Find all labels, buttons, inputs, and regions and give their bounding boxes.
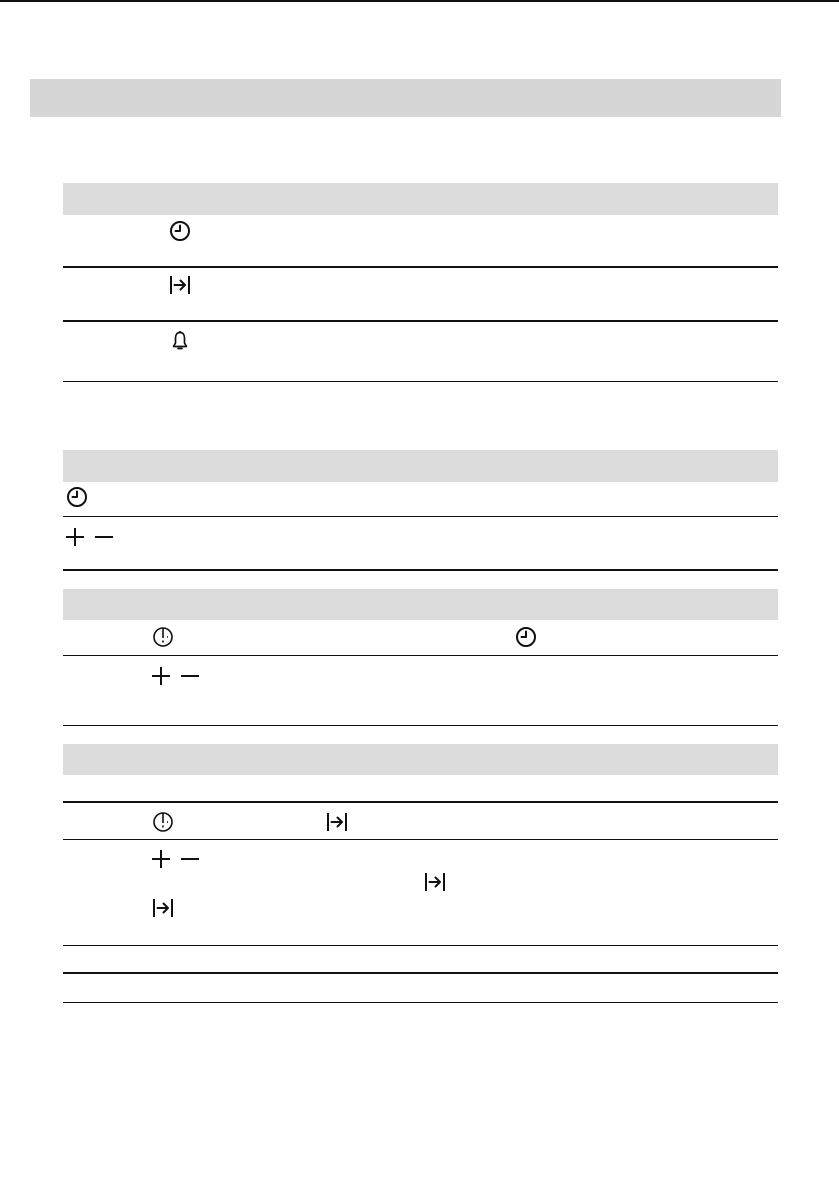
row-divider — [63, 801, 778, 803]
table-header-band — [63, 450, 778, 482]
page-header-band — [30, 79, 781, 117]
end-time-icon — [168, 273, 192, 297]
clock-icon — [65, 485, 89, 509]
clock-icon — [168, 219, 192, 243]
end-time-icon — [423, 870, 447, 894]
plus-minus-icon — [151, 847, 201, 871]
row-divider — [63, 972, 778, 974]
row-divider — [63, 516, 778, 517]
table-header-band — [63, 744, 778, 775]
end-time-icon — [151, 896, 175, 920]
row-divider — [63, 839, 778, 840]
bell-icon — [168, 329, 192, 353]
row-divider — [63, 381, 778, 382]
row-divider — [63, 1002, 778, 1003]
row-divider — [63, 945, 778, 946]
plus-minus-icon — [65, 525, 115, 549]
clock-icon — [514, 625, 538, 649]
clock-off-icon — [151, 810, 175, 834]
end-time-icon — [325, 810, 349, 834]
plus-minus-icon — [151, 664, 201, 688]
table-header-band — [63, 589, 778, 620]
row-divider — [63, 655, 778, 656]
row-divider — [63, 725, 778, 726]
table-header-band — [63, 183, 778, 215]
row-divider — [63, 320, 778, 322]
row-divider — [63, 569, 778, 571]
top-rule — [0, 0, 839, 2]
clock-off-icon — [151, 625, 175, 649]
row-divider — [63, 266, 778, 268]
